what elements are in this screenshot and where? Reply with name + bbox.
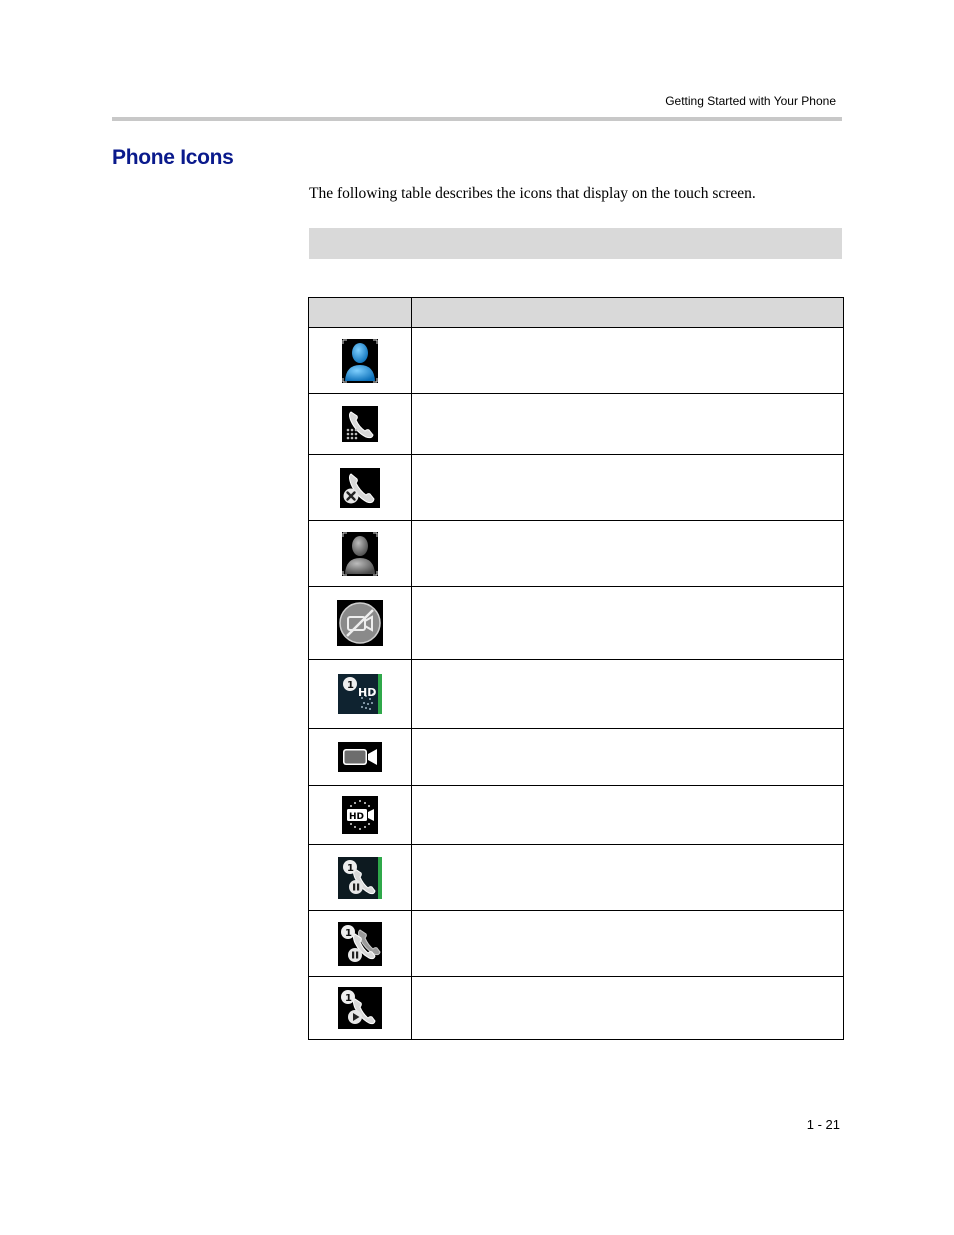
table-row <box>309 455 844 521</box>
description-cell <box>412 455 844 521</box>
icon-cell <box>309 845 412 911</box>
page-number: 1 - 21 <box>806 1117 840 1132</box>
phone-handset-dots-icon <box>342 406 378 442</box>
video-camera-icon <box>338 742 382 772</box>
description-cell <box>412 911 844 977</box>
description-cell <box>412 729 844 786</box>
icon-cell <box>309 521 412 587</box>
description-cell <box>412 977 844 1040</box>
video-off-icon <box>337 600 383 646</box>
icon-cell <box>309 786 412 845</box>
table-row <box>309 394 844 455</box>
line-multiple-hold-icon <box>338 922 382 966</box>
icon-cell <box>309 660 412 729</box>
table-row <box>309 845 844 911</box>
icon-cell <box>309 911 412 977</box>
intro-paragraph: The following table describes the icons that display on the touch screen. <box>309 185 756 202</box>
description-cell <box>412 786 844 845</box>
table-row <box>309 660 844 729</box>
svg-text:HD: HD <box>358 686 377 699</box>
phone-handset-x-icon <box>340 468 380 508</box>
icon-cell <box>309 455 412 521</box>
table-header-row <box>309 298 844 328</box>
table-caption-bar <box>309 228 842 259</box>
line-handset-play-icon <box>338 987 382 1029</box>
description-cell <box>412 521 844 587</box>
svg-text:1: 1 <box>345 927 352 939</box>
table-row <box>309 328 844 394</box>
svg-text:1: 1 <box>347 862 354 874</box>
table-row <box>309 786 844 845</box>
phone-icons-table <box>308 297 844 1040</box>
header-cell-description <box>412 298 844 328</box>
icon-cell <box>309 977 412 1040</box>
description-cell <box>412 328 844 394</box>
svg-text:1: 1 <box>347 680 354 691</box>
running-header: Getting Started with Your Phone <box>665 94 836 108</box>
svg-text:HD: HD <box>349 812 365 822</box>
description-cell <box>412 587 844 660</box>
icon-cell <box>309 729 412 786</box>
table-row <box>309 521 844 587</box>
icon-cell <box>309 328 412 394</box>
header-rule <box>112 117 842 121</box>
hd-video-icon <box>342 796 378 834</box>
table-row <box>309 587 844 660</box>
table-row <box>309 911 844 977</box>
contact-person-gray-icon <box>342 532 378 576</box>
contact-person-blue-icon <box>342 339 378 383</box>
icon-cell <box>309 587 412 660</box>
section-title: Phone Icons <box>112 146 234 169</box>
header-cell-icon <box>309 298 412 328</box>
table-row <box>309 729 844 786</box>
table-row <box>309 977 844 1040</box>
svg-text:1: 1 <box>345 993 352 1004</box>
description-cell <box>412 394 844 455</box>
description-cell <box>412 845 844 911</box>
line-hd-audio-icon <box>338 674 382 714</box>
description-cell <box>412 660 844 729</box>
line-handset-hold-icon <box>338 857 382 899</box>
icon-cell <box>309 394 412 455</box>
